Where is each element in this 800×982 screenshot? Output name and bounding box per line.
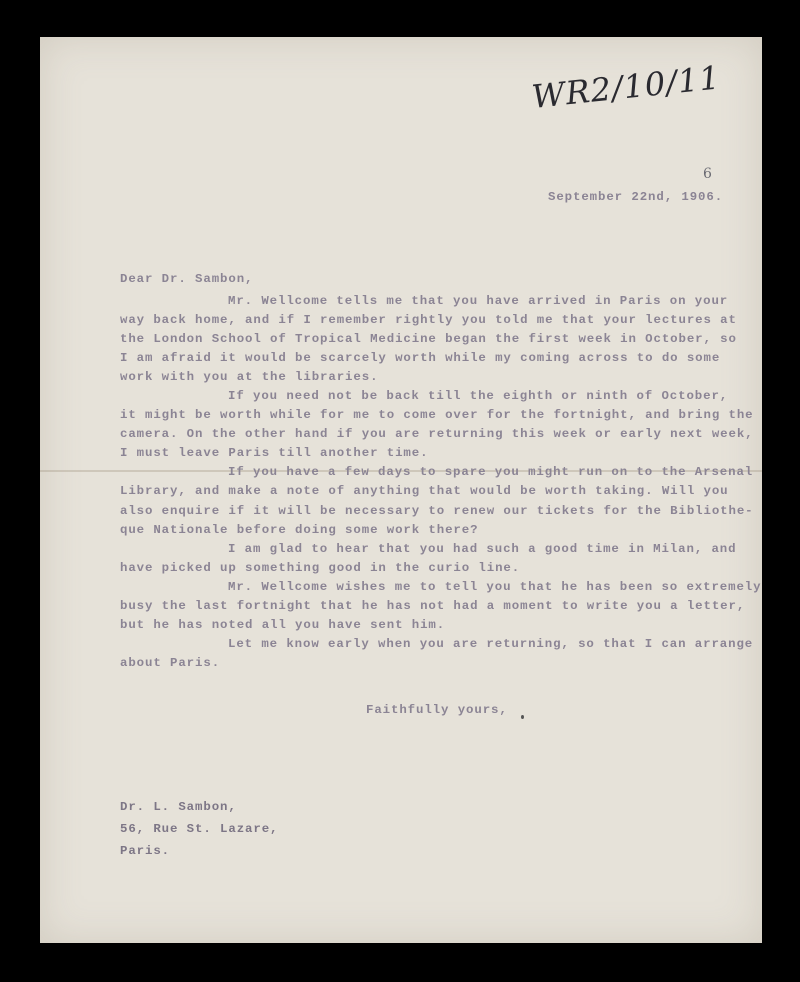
body-line: about Paris. [120,655,221,670]
page-number: 6 [703,166,712,182]
body-line: busy the last fortnight that he has not had a moment to write you a letter, [120,598,746,613]
body-line: I must leave Paris till another time. [120,446,429,461]
body-line: Mr. Wellcome wishes me to tell you that he has been so extremely [228,579,762,594]
letter-date: September 22nd, 1906. [548,190,724,204]
body-line: I am afraid it would be scarcely worth while my coming across to do some [120,351,721,366]
address-line: 56, Rue St. Lazare, [120,822,279,836]
letter-body [120,292,761,673]
recipient-address [120,796,278,862]
address-line: Paris. [120,844,171,858]
body-line: Let me know early when you are returning, so that I can arrange [228,636,754,651]
body-line: If you need not be back till the eighth or ninth of October, [228,389,729,404]
closing: Faithfully yours, [366,703,508,717]
body-line: it might be worth while for me to come over for the fortnight, and bring the [120,408,754,423]
body-line: the London School of Tropical Medicine began the first week in October, so [120,332,737,347]
salutation: Dear Dr. Sambon, [120,272,254,286]
address-line: Dr. L. Sambon, [120,800,237,814]
body-line: Mr. Wellcome tells me that you have arrived in Paris on your [228,294,729,308]
body-line: also enquire if it will be necessary to renew our tickets for the Bibliothe- [120,503,754,518]
body-line: Library, and make a note of anything that would be worth taking. Will you [120,484,729,499]
body-line: have picked up something good in the curio line. [120,560,521,575]
body-line: but he has noted all you have sent him. [120,617,446,632]
body-line: que Nationale before doing some work there? [120,522,479,537]
body-line: work with you at the libraries. [120,370,379,385]
body-line: If you have a few days to spare you might run on to the Arsenal [228,465,754,480]
archive-reference: WR2/10/11 [530,58,723,116]
body-line: way back home, and if I remember rightly you told me that your lectures at [120,313,737,328]
ink-mark [521,715,524,719]
body-line: I am glad to hear that you had such a good time in Milan, and [228,541,737,556]
body-line: camera. On the other hand if you are returning this week or early next week, [120,427,754,442]
